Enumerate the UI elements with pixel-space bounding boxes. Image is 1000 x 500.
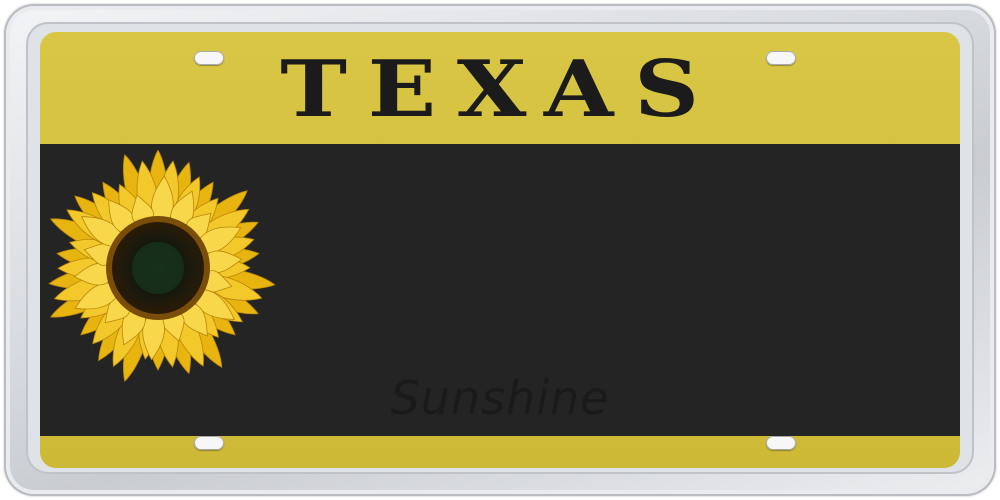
state-name: TEXAS: [280, 44, 720, 135]
bottom-yellow-band: [40, 436, 960, 468]
bolt-hole-bottom-left: [194, 436, 224, 450]
top-yellow-band: [40, 32, 960, 144]
bolt-hole-top-right: [766, 51, 796, 65]
bolt-hole-bottom-right: [766, 436, 796, 450]
bolt-hole-top-left: [194, 51, 224, 65]
plate-slogan: Sunshine: [390, 371, 610, 425]
sunflower-icon: [40, 150, 300, 400]
